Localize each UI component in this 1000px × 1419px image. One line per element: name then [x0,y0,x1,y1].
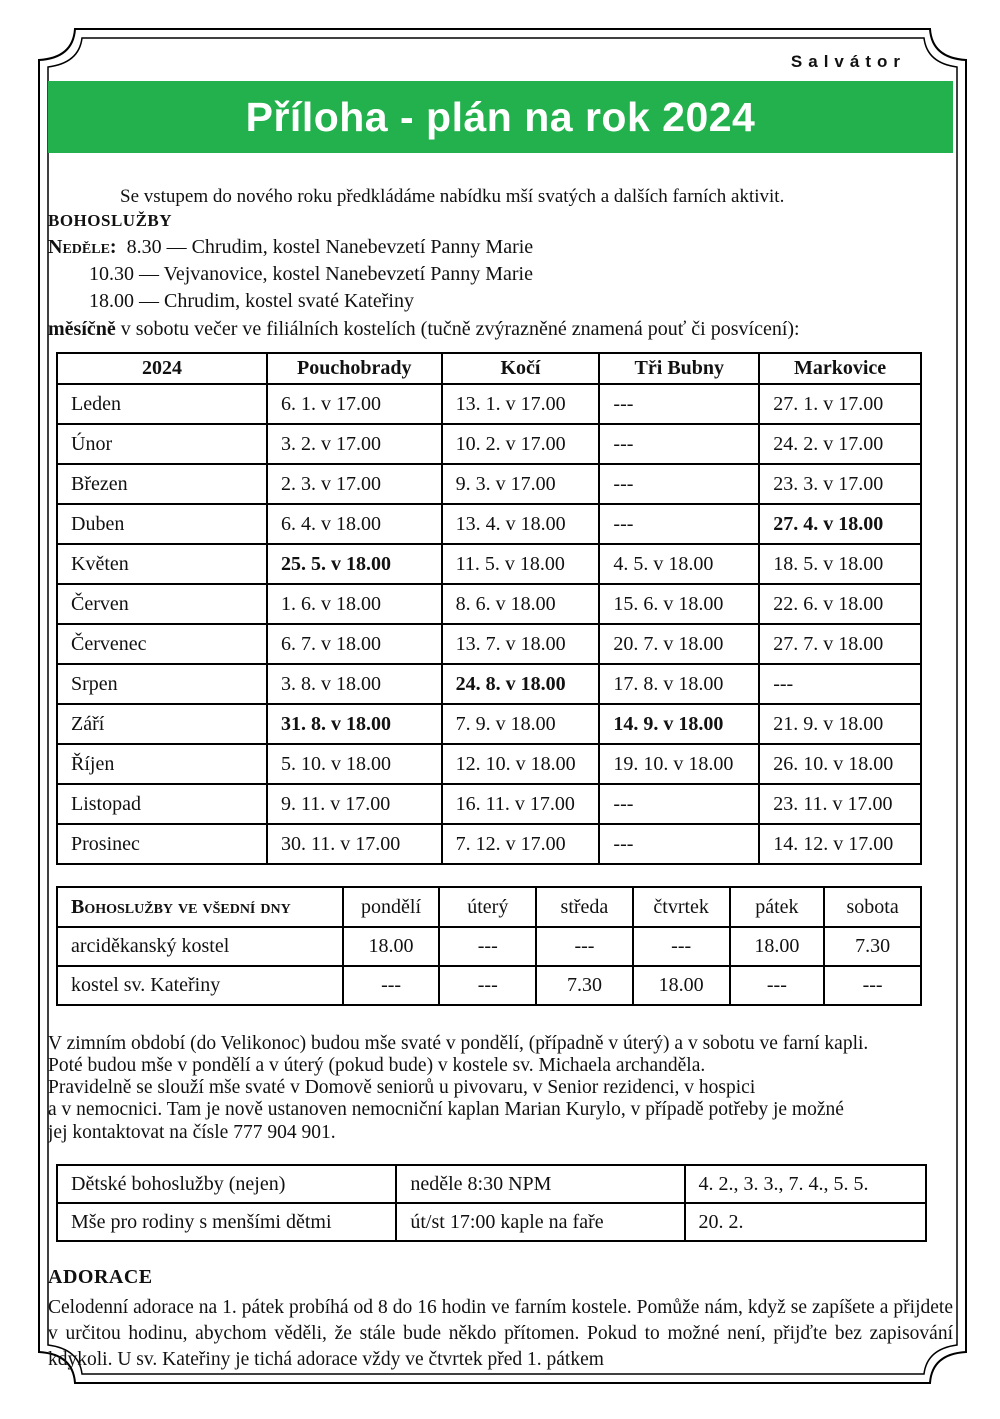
date-cell: 25. 5. v 18.00 [267,544,442,584]
table-cell: 4. 2., 3. 3., 7. 4., 5. 5. [685,1165,926,1203]
month-cell: Březen [57,464,267,504]
date-cell: 3. 8. v 18.00 [267,664,442,704]
time-cell: 18.00 [343,927,440,966]
month-cell: Září [57,704,267,744]
date-cell: 14. 9. v 18.00 [599,704,759,744]
date-cell: 9. 11. v 17.00 [267,784,442,824]
month-cell: Listopad [57,784,267,824]
time-cell: 18.00 [633,966,730,1005]
family-mass-table [56,1164,927,1242]
date-cell: 3. 2. v 17.00 [267,424,442,464]
month-cell: Říjen [57,744,267,784]
note-line-5: jej kontaktovat na čísle 777 904 901. [48,1122,336,1143]
brand-label: Salvátor [790,52,906,71]
date-cell: 6. 1. v 17.00 [267,384,442,424]
date-cell: 5. 10. v 18.00 [267,744,442,784]
date-cell: 1. 6. v 18.00 [267,584,442,624]
date-cell: --- [599,384,759,424]
day-header: středa [536,887,633,927]
table-row [57,1165,926,1203]
services-heading: BOHOSLUŽBY [48,211,173,230]
monthly-mass-table [56,352,922,865]
column-header: Kočí [442,353,600,384]
table-row [57,824,921,864]
table-row [57,966,921,1005]
table-row [57,927,921,966]
table-row [57,784,921,824]
date-cell: 2. 3. v 17.00 [267,464,442,504]
date-cell: 27. 4. v 18.00 [759,504,921,544]
table-cell: 20. 2. [685,1203,926,1241]
table-cell: Mše pro rodiny s menšími dětmi [57,1203,396,1241]
place-cell: arciděkanský kostel [57,927,343,966]
column-header: 2024 [57,353,267,384]
day-header: úterý [439,887,536,927]
table-cell: út/st 17:00 kaple na faře [396,1203,684,1241]
date-cell: 13. 4. v 18.00 [442,504,600,544]
note-line-1: V zimním období (do Velikonoc) budou mše svaté v pondělí, (případně v úterý) a v sobotu ve farní kapli. [48,1033,869,1054]
time-cell: --- [536,927,633,966]
date-cell: 27. 7. v 18.00 [759,624,921,664]
date-cell: 6. 4. v 18.00 [267,504,442,544]
time-cell: 7.30 [824,927,921,966]
date-cell: 9. 3. v 17.00 [442,464,600,504]
date-cell: 7. 12. v 17.00 [442,824,600,864]
month-cell: Duben [57,504,267,544]
sunday-label: Neděle: [48,236,117,258]
month-cell: Leden [57,384,267,424]
date-cell: 20. 7. v 18.00 [599,624,759,664]
table-row [57,544,921,584]
table-row [57,704,921,744]
date-cell: 14. 12. v 17.00 [759,824,921,864]
date-cell: 27. 1. v 17.00 [759,384,921,424]
date-cell: --- [599,464,759,504]
time-cell: 18.00 [730,927,825,966]
month-cell: Červenec [57,624,267,664]
sunday-mass-1: 8.30 — Chrudim, kostel Nanebevzetí Panny Marie [126,236,534,258]
column-header: Tři Bubny [599,353,759,384]
date-cell: 24. 8. v 18.00 [442,664,600,704]
date-cell: --- [599,824,759,864]
time-cell: --- [824,966,921,1005]
page-title: Příloha - plán na rok 2024 [245,93,756,140]
sunday-mass-2: 10.30 — Vejvanovice, kostel Nanebevzetí Panny Marie [89,263,533,285]
table-cell: neděle 8:30 NPM [396,1165,684,1203]
month-cell: Prosinec [57,824,267,864]
table-row [57,504,921,544]
date-cell: --- [759,664,921,704]
column-header: Markovice [759,353,921,384]
date-cell: 16. 11. v 17.00 [442,784,600,824]
weekday-mass-table [56,886,922,1006]
date-cell: 6. 7. v 18.00 [267,624,442,664]
day-header: čtvrtek [633,887,730,927]
date-cell: --- [599,784,759,824]
time-cell: --- [439,927,536,966]
date-cell: 13. 7. v 18.00 [442,624,600,664]
table-row [57,384,921,424]
note-line-3: Pravidelně se slouží mše svaté v Domově seniorů u pivovaru, v Senior rezidenci, v hospici [48,1077,756,1098]
table-row [57,744,921,784]
date-cell: 12. 10. v 18.00 [442,744,600,784]
table-row [57,624,921,664]
month-cell: Červen [57,584,267,624]
column-header: Pouchobrady [267,353,442,384]
table-row [57,664,921,704]
adoration-text: Celodenní adorace na 1. pátek probíhá od 8 do 16 hodin ve farním kostele. Pomůže nám, když se zapíšete a přijdete v určitou hodinu, abychom věděli, že stále bude někdo přítomen. Pokud to možné není, přijďte bez zapisování kdykoli. U sv. Kateřiny je tichá adorace vždy ve čtvrtek před 1. pátkem [48,1297,953,1370]
date-cell: 24. 2. v 17.00 [759,424,921,464]
date-cell: 17. 8. v 18.00 [599,664,759,704]
monthly-description: v sobotu večer ve filiálních kostelích (tučně zvýrazněné znamená pouť či posvícení): [115,318,800,340]
date-cell: 10. 2. v 17.00 [442,424,600,464]
monthly-intro [48,318,800,341]
date-cell: 23. 11. v 17.00 [759,784,921,824]
table-row [57,584,921,624]
month-cell: Květen [57,544,267,584]
time-cell: --- [343,966,440,1005]
date-cell: 21. 9. v 18.00 [759,704,921,744]
monthly-label: měsíčně [48,318,116,340]
date-cell: 26. 10. v 18.00 [759,744,921,784]
table-cell: Dětské bohoslužby (nejen) [57,1165,396,1203]
date-cell: 30. 11. v 17.00 [267,824,442,864]
date-cell: 23. 3. v 17.00 [759,464,921,504]
date-cell: 22. 6. v 18.00 [759,584,921,624]
date-cell: 31. 8. v 18.00 [267,704,442,744]
sunday-mass-3: 18.00 — Chrudim, kostel svaté Kateřiny [89,290,414,312]
date-cell: 19. 10. v 18.00 [599,744,759,784]
day-header: pondělí [343,887,440,927]
date-cell: --- [599,424,759,464]
date-cell: 4. 5. v 18.00 [599,544,759,584]
day-header: pátek [730,887,825,927]
date-cell: 15. 6. v 18.00 [599,584,759,624]
date-cell: 18. 5. v 18.00 [759,544,921,584]
note-line-2: Poté budou mše v pondělí a v úterý (pokud bude) v kostele sv. Michaela archanděla. [48,1055,706,1076]
time-cell: 7.30 [536,966,633,1005]
weekday-table-title: Bohoslužby ve všední dny [57,887,343,927]
date-cell: --- [599,504,759,544]
intro-text: Se vstupem do nového roku předkládáme nabídku mší svatých a dalších farních aktivit. [120,186,785,207]
adoration-heading: ADORACE [48,1266,153,1288]
note-line-4: a v nemocnici. Tam je nově ustanoven nemocniční kaplan Marian Kurylo, v případě potřeby je možné [48,1099,844,1120]
time-cell: --- [439,966,536,1005]
date-cell: 11. 5. v 18.00 [442,544,600,584]
date-cell: 13. 1. v 17.00 [442,384,600,424]
title-banner [48,81,953,153]
table-row [57,424,921,464]
time-cell: --- [633,927,730,966]
date-cell: 7. 9. v 18.00 [442,704,600,744]
date-cell: 8. 6. v 18.00 [442,584,600,624]
month-cell: Únor [57,424,267,464]
place-cell: kostel sv. Kateřiny [57,966,343,1005]
day-header: sobota [824,887,921,927]
table-row [57,464,921,504]
time-cell: --- [730,966,825,1005]
sunday-line-1 [48,236,533,259]
month-cell: Srpen [57,664,267,704]
table-row [57,1203,926,1241]
